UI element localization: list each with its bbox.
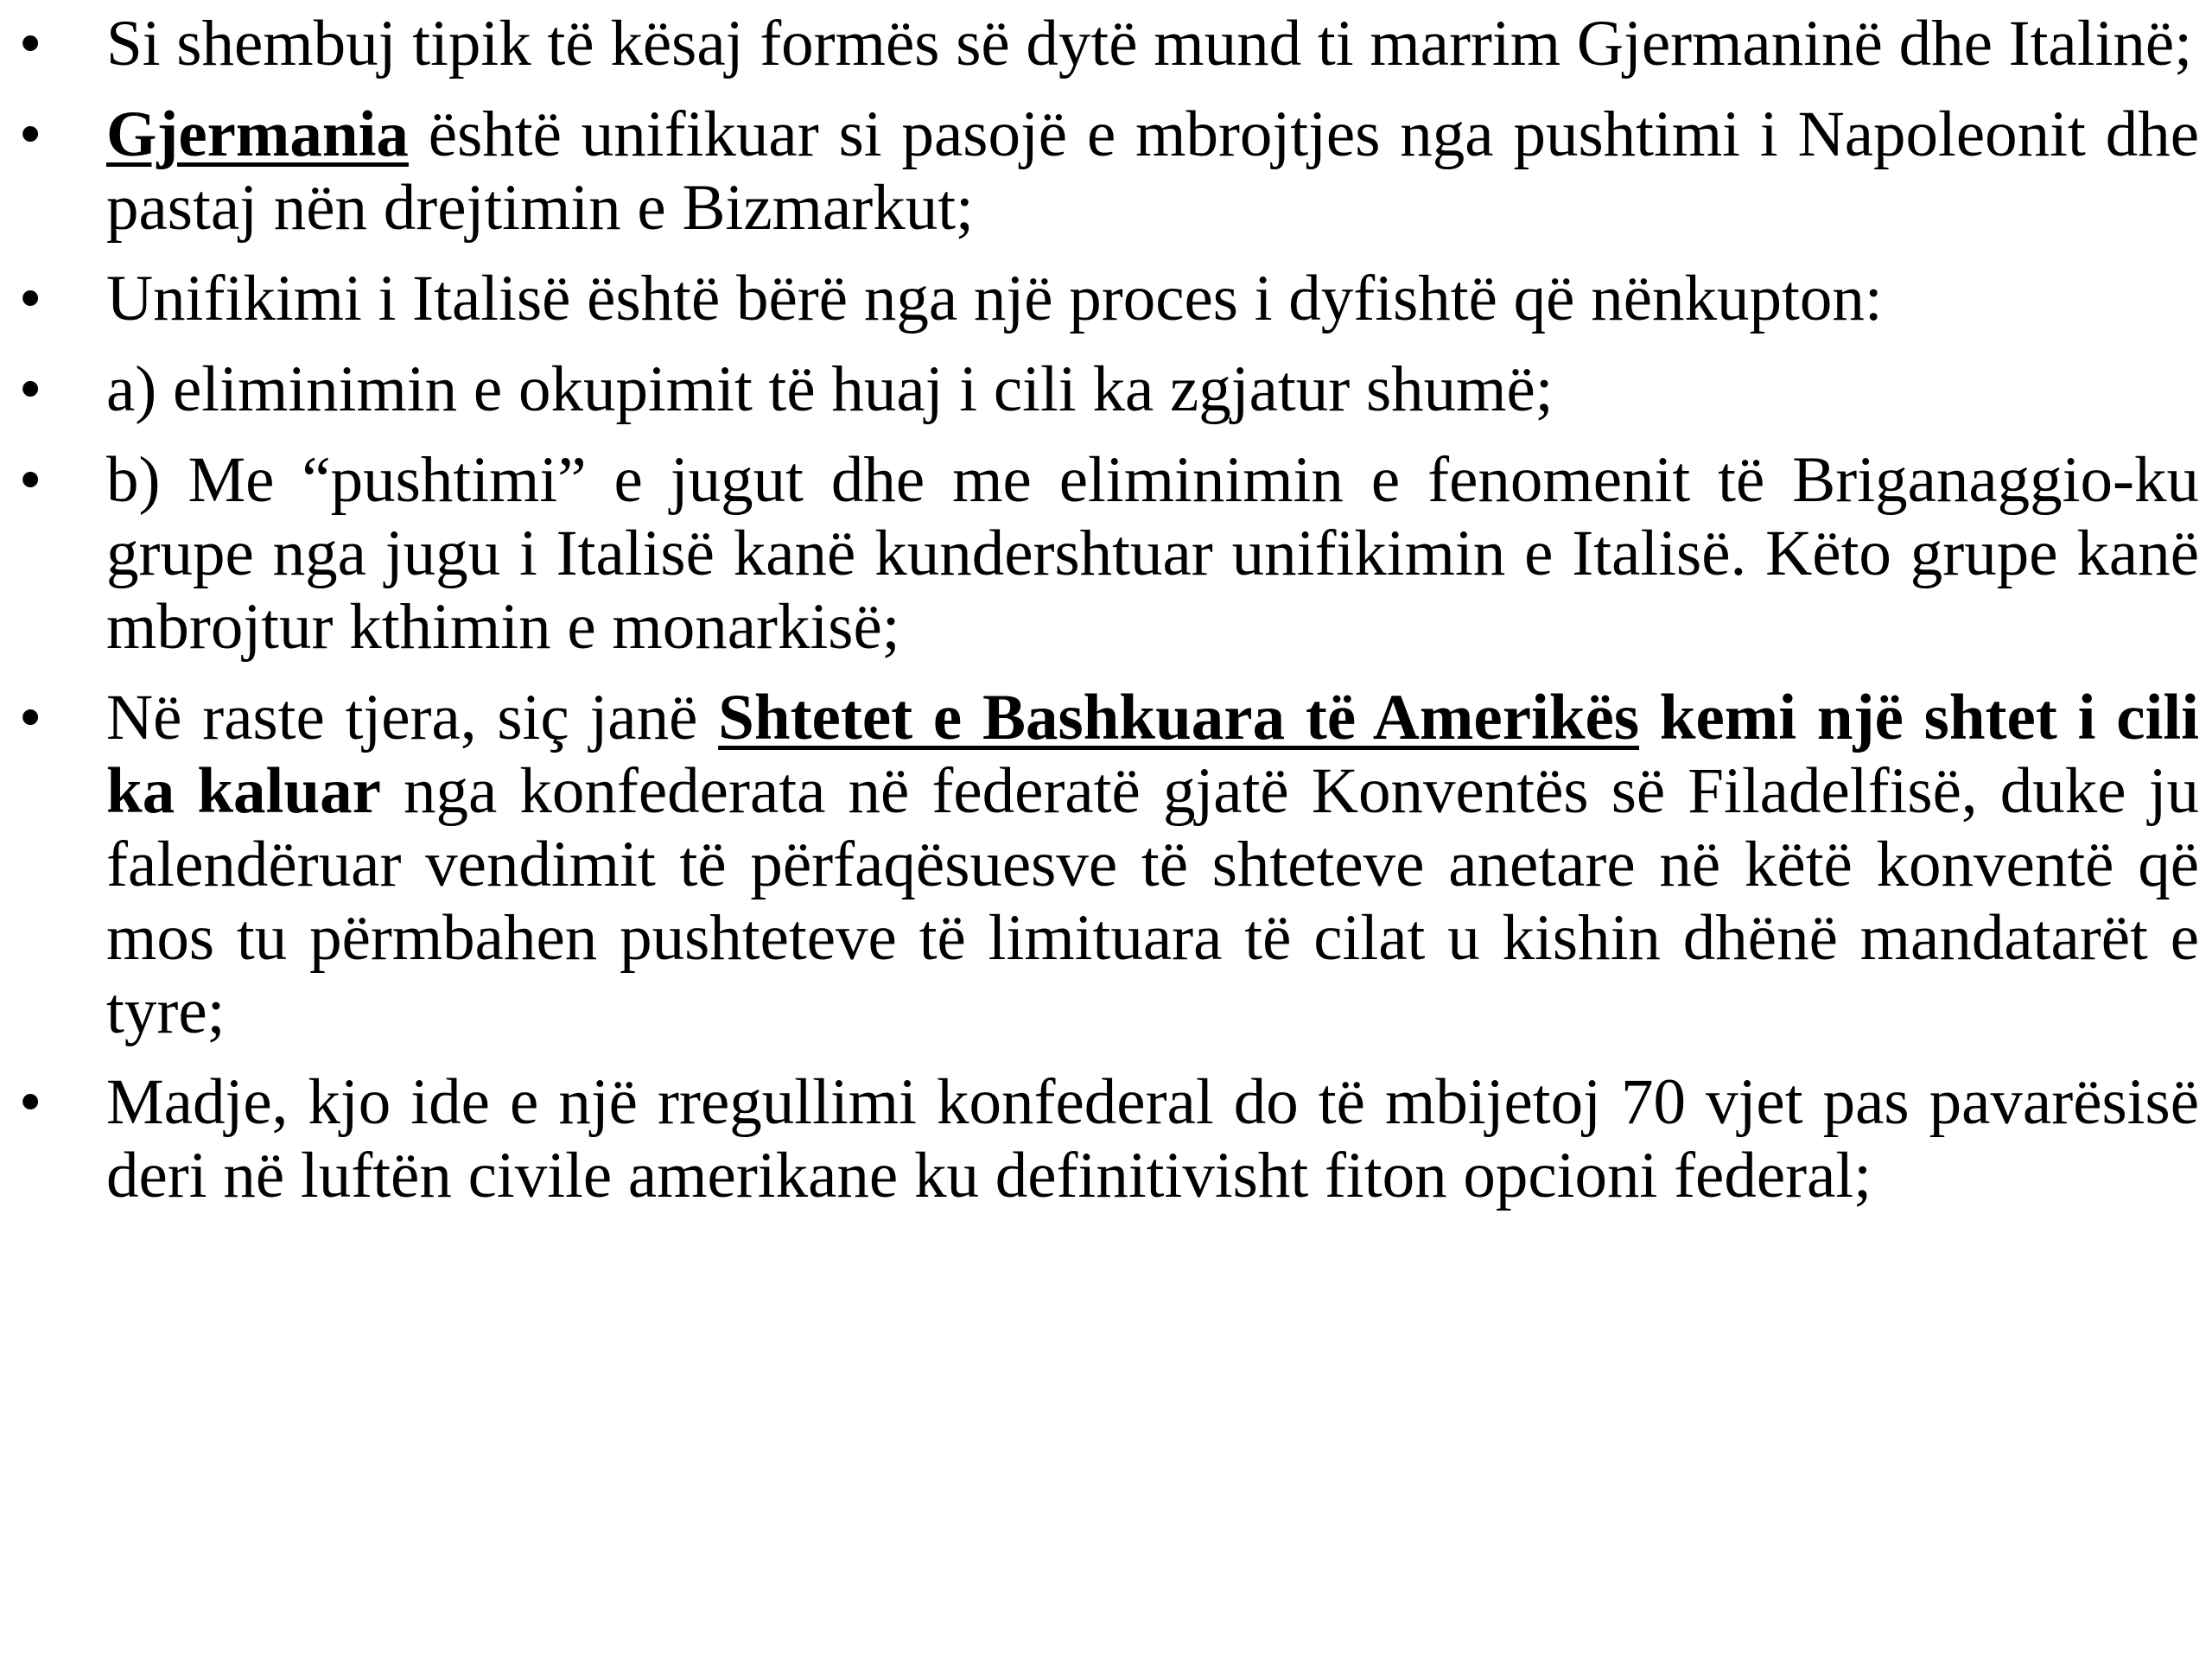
bullet-item-4 <box>0 353 2199 426</box>
bullet-text <box>106 681 2199 1048</box>
bullet-text-bold: kemi një shtet i cili ka kaluar <box>106 682 2199 827</box>
bullet-item-1 <box>0 7 2199 80</box>
bullet-text: Unifikimi i Italisë është bërë nga një proces i dyfishtë që nënkupton: <box>106 263 1883 334</box>
bullet-text: Madje, kjo ide e një rregullimi konfederal do të mbijetoj 70 vjet pas pavarësisë deri në luftën civile amerikane ku definitivisht fiton opcioni federal; <box>106 1066 2199 1211</box>
bullet-text <box>106 98 2199 245</box>
bullet-item-7 <box>0 1065 2199 1212</box>
bullet-dot-icon: • <box>19 444 42 516</box>
bullet-text: b) Me “pushtimi” e jugut dhe me eliminimin e fenomenit të Briganaggio-ku grupe nga jugu i Italisë kanë kundershtuar unifikimin e Italisë. Këto grupe kanë mbrojtur kthimin e monarkisë; <box>106 444 2199 663</box>
bullet-item-5 <box>0 443 2199 664</box>
bullet-list <box>0 7 2199 1230</box>
bullet-item-3 <box>0 262 2199 335</box>
bullet-dot-icon: • <box>19 8 42 79</box>
bullet-dot-icon: • <box>19 1066 42 1138</box>
keyword-germany: Gjermania <box>106 99 409 170</box>
bullet-text-lead: Në raste tjera, siç janë <box>106 682 719 753</box>
bullet-text: a) eliminimin e okupimit të huaj i cili ka zgjatur shumë; <box>106 353 1554 425</box>
keyword-usa: Shtetet e Bashkuara të Amerikës <box>718 682 1640 753</box>
bullet-item-2 <box>0 98 2199 245</box>
bullet-dot-icon: • <box>19 263 42 334</box>
bullet-text-rest: është unifikuar si pasojë e mbrojtjes nga pushtimi i Napoleonit dhe pastaj nën drejtimin e Bizmarkut; <box>106 99 2199 244</box>
bullet-dot-icon: • <box>19 99 42 170</box>
bullet-item-6 <box>0 681 2199 1048</box>
bullet-dot-icon: • <box>19 682 42 753</box>
bullet-text: Si shembuj tipik të kësaj formës së dytë mund ti marrim Gjermaninë dhe Italinë; <box>106 8 2193 79</box>
bullet-dot-icon: • <box>19 353 42 425</box>
bullet-text-rest: nga konfederata në federatë gjatë Konventës së Filadelfisë, duke ju falendëruar vendimit të përfaqësuesve të shteteve anetare në këtë konventë që mos tu përmbahen pushteteve të limituara të cilat u kishin dhënë mandatarët e tyre; <box>106 755 2200 1047</box>
